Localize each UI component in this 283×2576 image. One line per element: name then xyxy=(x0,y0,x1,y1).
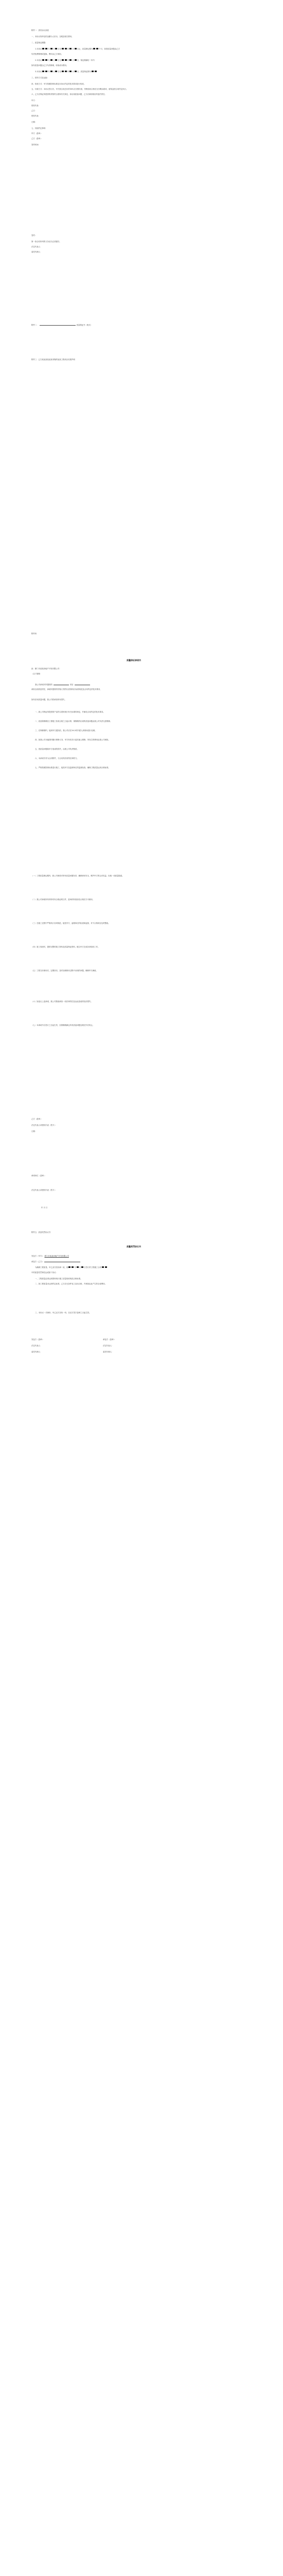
p1-text: 日止，质量保证期为 xyxy=(77,48,93,50)
p3-party-a: 厦门市某某房地产开发有限公司 xyxy=(44,1255,69,1257)
p3-text: 年 xyxy=(74,1266,76,1268)
p1-line-4 xyxy=(35,48,120,50)
redaction-bar xyxy=(105,1266,107,1268)
p2-cont-6: （六）如违反上述承诺，我公司愿意承担一切法律责任及由此造成的经济损失。 xyxy=(31,1001,93,1003)
redaction-bar xyxy=(102,1266,104,1268)
redaction-bar xyxy=(75,59,77,61)
blank-underline xyxy=(40,324,76,326)
p1-line-14: 授权代表： xyxy=(31,105,40,107)
p3-l1 xyxy=(31,1255,69,1257)
p1-line-17: 日期： xyxy=(31,121,37,123)
p2-p5: 三、在保修期内，接到甲方通知后，我公司应在24小时内派人到现场进行处理。 xyxy=(35,730,97,732)
p2-cont-3: （三）在施工过程中严格执行各项规范，接受甲方、监理单位的检查和监督，对不合格项目及时整改。 xyxy=(31,922,110,924)
redaction-bar xyxy=(42,71,44,72)
redaction-bar xyxy=(62,59,64,61)
p1-text: 1.本协议 xyxy=(35,48,42,50)
redaction-bar xyxy=(50,59,52,61)
p2-mark: 附件四 xyxy=(31,633,37,635)
redaction-bar xyxy=(52,71,57,73)
redaction-bar xyxy=(96,48,98,49)
sign1-d: 委托代理人： xyxy=(31,251,42,253)
p1-line-7: 如有质量问题由乙方负责修理，收取成本费用。 xyxy=(31,64,68,66)
p1-text: 年 xyxy=(48,48,50,50)
redaction-bar xyxy=(75,71,77,72)
redaction-bar xyxy=(72,1266,74,1268)
blank-underline xyxy=(44,1260,80,1262)
p1-line-15: 乙方： xyxy=(31,110,37,112)
p1-line-11: 五、付款方式：本协议签订后，甲方按合同总价的30%支付预付款，货物验收合格后支付剩余款项，质保金按合同约定执行。 xyxy=(31,88,128,90)
p3-text: 承包方（乙方）： xyxy=(31,1261,45,1263)
redaction-bar xyxy=(69,48,72,49)
p3-sign-f: 委托代理人： xyxy=(103,1351,114,1353)
redaction-bar xyxy=(92,71,94,72)
p1-line-2: 一、本协议所涉及的金额为人民币，含税及相关费用。 xyxy=(31,36,74,38)
p1-text: 日，质量保证期为 xyxy=(77,71,91,73)
p3-sign-b: 承包方（盖章）： xyxy=(103,1338,116,1341)
p1-text: 月 xyxy=(72,71,74,73)
p2-p8: 六、本承诺书作为合同附件，与合同具有同等法律效力。 xyxy=(35,757,79,759)
p2-cont-5: （五）工程交付使用后，定期回访，及时处理使用过程中出现的问题，确保甲方满意。 xyxy=(31,970,98,972)
p1-line-20: 乙方（盖章）： xyxy=(31,138,43,140)
p3-text: 日签订的工程施工合同 xyxy=(84,1266,102,1268)
p2-sign-e: 承诺单位（盖章）： xyxy=(31,1175,46,1177)
redaction-bar xyxy=(45,48,50,50)
p1-text: 年 xyxy=(48,71,50,73)
redaction-bar xyxy=(62,48,64,49)
p2-cont-4: （四）竣工验收时，提供完整的竣工资料及质量保证资料，配合甲方完成各项验收工作。 xyxy=(31,946,100,948)
p1-text: 3.本协议 xyxy=(35,71,42,73)
p2-p2: 如有任何质量问题，我公司将承担所有损失。 xyxy=(31,699,66,701)
redaction-bar xyxy=(45,59,50,61)
redaction-bar xyxy=(42,59,44,61)
p2-cont-7: （七）本承诺书自签订之日起生效，至保修期满且所有质量问题处理完毕后终止。 xyxy=(31,1024,95,1026)
p1-text: 月 xyxy=(52,59,55,61)
p1-line-3: 二、质量保证期限： xyxy=(31,42,47,44)
p3-text: 为确保工程质量，甲乙双方经协商一致，就 xyxy=(35,1266,68,1268)
attach2-title: 质量保证书（格式） xyxy=(76,324,93,326)
p1-text: 日，保证期满后一年内 xyxy=(77,59,95,61)
redaction-bar xyxy=(69,59,72,61)
p2-title: 质量保证承诺书 xyxy=(127,659,141,662)
p1-text: 年 xyxy=(48,59,50,61)
p3-sign-d: 法定代表人： xyxy=(103,1345,114,1347)
p2-cont-1: （一）工程质量保证期内，我公司承诺对所有质量问题负责，确保使用安全，维护甲方的合法权益，杜绝一切质量隐患。 xyxy=(31,875,124,877)
redaction-bar xyxy=(81,1266,83,1268)
p3-sign-e: 委托代理人： xyxy=(31,1351,42,1353)
p2-sign-c: 日期： xyxy=(31,1130,37,1132)
p1-line-13: 甲方： xyxy=(31,99,37,101)
p1-text: 年 xyxy=(67,59,69,61)
p1-text: 日至 xyxy=(58,59,61,61)
blank-underline xyxy=(54,683,69,685)
attach2-label: 附件二： xyxy=(31,324,39,326)
sign1-a: 签约： xyxy=(31,234,37,236)
p1-text: 年 xyxy=(67,71,69,73)
p2-sign-b: 法定代表人或授权代表（签字）： xyxy=(31,1124,57,1126)
p1-text: 2.本协议 xyxy=(35,59,42,61)
redaction-bar xyxy=(95,71,97,72)
redaction-bar xyxy=(75,48,77,49)
redaction-bar xyxy=(65,59,67,61)
p3-l4: 中的质量奖罚事宜达成如下协议： xyxy=(31,1272,58,1274)
p2-sign-a: 乙方（盖章）： xyxy=(31,1118,43,1120)
p1-text: 月 xyxy=(52,71,55,73)
p3-l7: 三、本协议一式两份，甲乙双方各执一份，自双方签字盖章之日起生效。 xyxy=(35,1312,91,1314)
blank-underline xyxy=(75,683,90,685)
redaction-bar xyxy=(93,48,95,49)
p3-l2 xyxy=(31,1260,80,1263)
redaction-bar xyxy=(45,71,50,73)
p1-text: 月 xyxy=(52,48,55,50)
p3-title: 质量奖罚协议书 xyxy=(127,1245,141,1248)
redaction-bar xyxy=(52,48,57,50)
redaction-bar xyxy=(42,48,44,49)
p1-line-5: 负责免费修理或更换，费用由乙方承担。 xyxy=(31,53,63,55)
p1-line-16: 授权代表： xyxy=(31,115,40,117)
p2-p6: 四、如我公司未能按时履行保修义务，甲方有权另行委托他人维修，所发生的费用由我公司承担。 xyxy=(35,739,110,741)
p2-p9: 七、严格按照国家标准进行施工，接受甲方及监理单位的监督检查，确保工程质量达到合格标准。 xyxy=(35,767,110,769)
p1-text: 日至 xyxy=(58,71,61,73)
redaction-bar xyxy=(65,71,67,72)
p1-text: 月 xyxy=(72,59,74,61)
p2-sign-f: 法定代表人或授权代表（签字）： xyxy=(31,1189,57,1191)
p2-p3: 一、我公司保证所提供的产品符合国家现行有关标准的规定，并满足合同约定的技术要求。 xyxy=(35,711,105,713)
p3-sign-a: 发包方（盖章）： xyxy=(31,1338,45,1341)
p2-sign-g: 年 月 日 xyxy=(41,1207,48,1209)
p1-line-21: 签约时间： xyxy=(31,144,40,146)
p1-text: 月 xyxy=(72,48,74,50)
p1-text: 年 xyxy=(67,48,69,50)
redaction-bar xyxy=(50,48,52,49)
p2-sub: （以下简称： xyxy=(31,673,42,675)
attach2-line xyxy=(31,324,92,326)
p3-l6: 二、如工程质量未达到约定标准，乙方应无条件返工直至合格，并承担由此产生的全部费用。 xyxy=(35,1283,107,1285)
p3-text: 发包方（甲方）： xyxy=(31,1255,45,1257)
p2-text: 项目 xyxy=(69,684,74,686)
redaction-bar xyxy=(65,48,67,49)
p1-line-12: 六、乙方应保证所提供的货物符合国家有关规定，如出现质量问题，乙方应承担相应的违约责任。 xyxy=(31,93,107,95)
redaction-bar xyxy=(62,71,64,72)
p2-p1c: 承担全部质量责任，承诺所提供的货物/工程符合国家现行标准规范及合同约定的技术要求， xyxy=(31,688,102,690)
redaction-bar xyxy=(69,71,72,72)
redaction-bar xyxy=(52,59,57,61)
p1-line-8 xyxy=(35,71,97,73)
redaction-bar xyxy=(68,1266,70,1268)
redaction-bar xyxy=(50,71,52,72)
p1-line-10: 四、验收方式：甲方按照国家标准及本协议约定的技术要求进行验收。 xyxy=(31,83,86,85)
p2-p7: 五、因质量问题给甲方造成的损失，由我公司负责赔偿。 xyxy=(35,748,79,750)
sign1-b: 第一条合同所列的义务双方必须遵守。 xyxy=(31,241,61,243)
p2-p4: 二、质量保修期自工程竣工验收合格之日起计算，保修期内出现的质量问题由我公司负责无偿维修。 xyxy=(35,720,112,722)
p3-l5: 一、工程质量必须达到国家现行施工质量验收规范合格标准。 xyxy=(35,1278,82,1280)
p3-sign-c: 法定代表人： xyxy=(31,1345,42,1347)
p1-text: 个月，如因质量问题由乙方 xyxy=(99,48,120,50)
p1-line-18: 七、其他约定事项： xyxy=(31,127,47,129)
p1-line-1: 附件一：供货协议条款 xyxy=(31,29,49,31)
p1-line-6 xyxy=(35,59,95,61)
p1-line-9: 三、供货方式及运输： xyxy=(31,77,49,79)
p1-text: 日至 xyxy=(58,48,61,50)
p3-l3 xyxy=(35,1266,108,1268)
sign1-c: 法定代表人： xyxy=(31,246,42,248)
attach3-line: 附件三：已方某某某某某某采购的某某工程项目结果声明 xyxy=(31,359,75,361)
p2-cont-2: （二）我公司承诺所有材料均有合格证明文件，进场材料经检验合格后方可使用。 xyxy=(31,899,95,901)
p3-text: 月 xyxy=(79,1266,81,1268)
p3-mark: 附件五：质量奖罚协议书 xyxy=(31,1231,51,1233)
p2-p1 xyxy=(35,683,91,686)
p1-line-19: 甲方（盖章）： xyxy=(31,132,43,134)
p2-text: 我公司承诺对所提供的 xyxy=(35,684,52,686)
redaction-bar xyxy=(77,1266,79,1268)
p2-to: 致：厦门市某某房地产开发有限公司： xyxy=(31,668,61,670)
